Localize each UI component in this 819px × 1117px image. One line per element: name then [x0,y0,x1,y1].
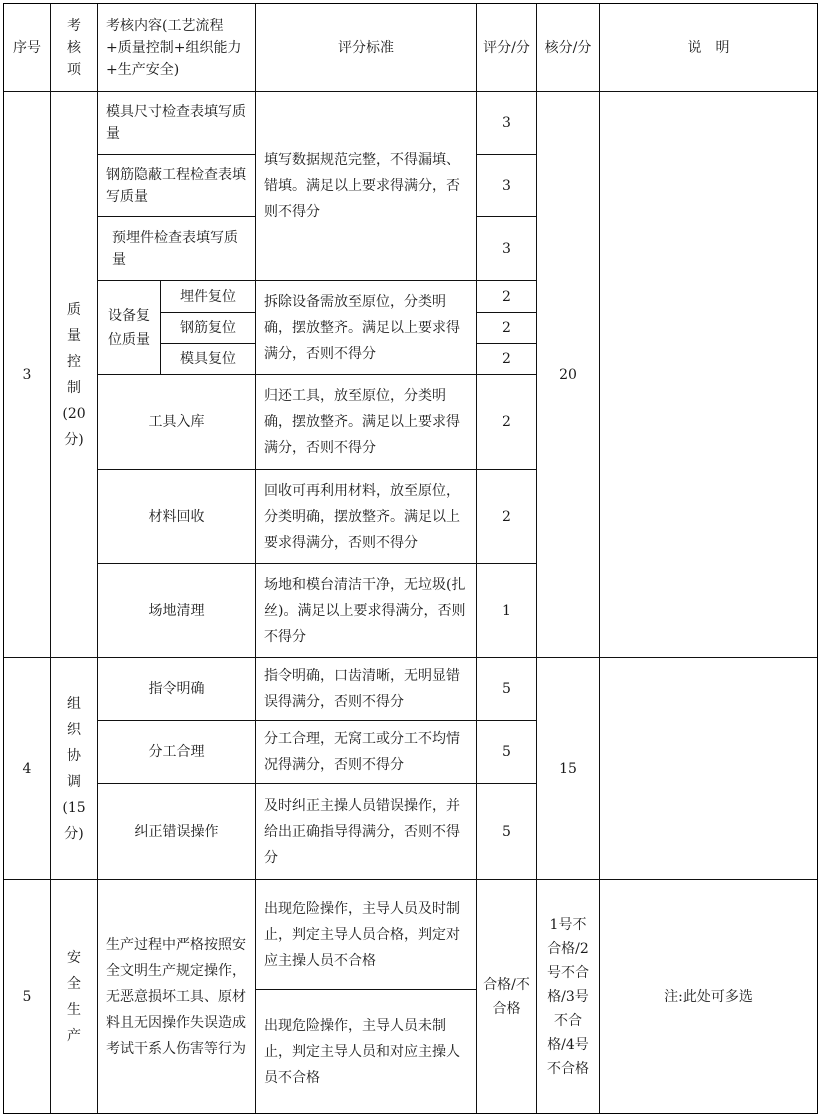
row3-note [599,91,818,657]
row3-content-material: 材料回收 [97,469,255,563]
row5-content: 生产过程中严格按照安全文明生产规定操作，无恶意损坏工具、原材料且无因操作失误造成考试干系人伤害等行为 [97,879,255,1114]
header-item: 考核项 [50,3,97,91]
header-check: 核分/分 [536,3,599,91]
row3-score-site: 1 [476,563,536,657]
row3-criteria-fill: 填写数据规范完整，不得漏填、错填。满足以上要求得满分，否则不得分 [255,91,476,280]
row3-criteria-material: 回收可再利用材料，放至原位，分类明确，摆放整齐。满足以上要求得满分，否则不得分 [255,469,476,563]
row3-content-tools: 工具入库 [97,374,255,469]
row3-reset-rebar: 钢筋复位 [160,312,255,343]
row4-seq: 4 [3,657,50,879]
row4-content-division: 分工合理 [97,720,255,783]
row3-score-material: 2 [476,469,536,563]
row3-score-mold: 3 [476,91,536,154]
row3-content-embed: 预埋件检查表填写质量 [97,216,255,280]
row4-content-command: 指令明确 [97,657,255,720]
header-criteria: 评分标准 [255,3,476,91]
row5-criteria-not-stopped: 出现危险操作，主导人员未制止，判定主导人员和对应主操人员不合格 [255,989,476,1114]
row3-check-total: 20 [536,91,599,657]
row3-score-rebar: 3 [476,154,536,216]
row3-content-mold: 模具尺寸检查表填写质量 [97,91,255,154]
row4-item: 组织协调(15分) [50,657,97,879]
row3-seq: 3 [3,91,50,657]
row3-score-reset-embed: 2 [476,280,536,312]
header-content: 考核内容(工艺流程+质量控制+组织能力+生产安全) [97,3,255,91]
row3-criteria-site: 场地和模台清洁干净，无垃圾(扎丝)。满足以上要求得满分，否则不得分 [255,563,476,657]
row3-score-reset-mold: 2 [476,343,536,374]
row3-reset-embed: 埋件复位 [160,280,255,312]
row5-check: 1号不合格/2号不合格/3号不合格/4号不合格 [536,879,599,1114]
row3-score-tools: 2 [476,374,536,469]
row3-criteria-tools: 归还工具，放至原位，分类明确，摆放整齐。满足以上要求得满分，否则不得分 [255,374,476,469]
row3-reset-mold: 模具复位 [160,343,255,374]
row4-criteria-correct: 及时纠正主操人员错误操作，并给出正确指导得满分，否则不得分 [255,783,476,879]
row4-score-command: 5 [476,657,536,720]
row3-criteria-reset: 拆除设备需放至原位，分类明确，摆放整齐。满足以上要求得满分，否则不得分 [255,280,476,374]
row5-criteria-stopped: 出现危险操作，主导人员及时制止，判定主导人员合格，判定对应主操人员不合格 [255,879,476,989]
row5-item: 安全生产 [50,879,97,1114]
row3-score-embed: 3 [476,216,536,280]
row4-check-total: 15 [536,657,599,879]
row4-criteria-division: 分工合理，无窝工或分工不均情况得满分，否则不得分 [255,720,476,783]
row5-score: 合格/不合格 [476,879,536,1114]
row3-reset-label: 设备复位质量 [97,280,160,374]
row3-content-rebar: 钢筋隐蔽工程检查表填写质量 [97,154,255,216]
row3-score-reset-rebar: 2 [476,312,536,343]
row4-score-division: 5 [476,720,536,783]
row3-item: 质量控制(20分) [50,91,97,657]
row4-note [599,657,818,879]
row5-note: 注:此处可多选 [599,879,818,1114]
header-note: 说 明 [599,3,818,91]
row3-content-site: 场地清理 [97,563,255,657]
row4-score-correct: 5 [476,783,536,879]
header-score: 评分/分 [476,3,536,91]
row5-seq: 5 [3,879,50,1114]
row4-content-correct: 纠正错误操作 [97,783,255,879]
row4-criteria-command: 指令明确，口齿清晰，无明显错误得满分，否则不得分 [255,657,476,720]
header-seq: 序号 [3,3,50,91]
